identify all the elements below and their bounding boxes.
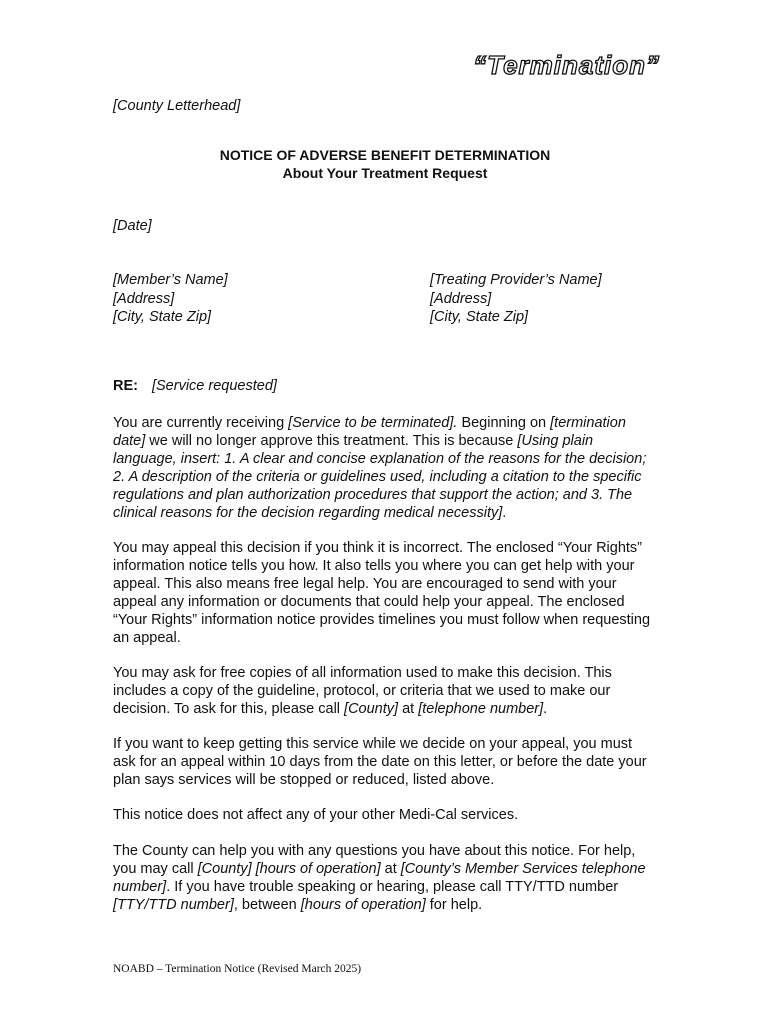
paragraph-free-copies bbox=[113, 664, 658, 718]
re-value: [Service requested] bbox=[151, 378, 277, 394]
paragraph-appeal: You may appeal this decision if you think it is incorrect. The enclosed “Your Rights” information notice tells you how. It also tells you where you can get help with your appeal. This also means free legal help. You are encouraged to send with your appeal any information or documents that could help your appeal. The enclosed “Your Rights” information notice provides timelines you must follow when requesting an appeal. bbox=[113, 540, 651, 646]
placeholder: [County] bbox=[344, 701, 399, 717]
placeholder: [telephone number] bbox=[418, 701, 544, 717]
placeholder: [Using plain language, insert: 1. A clear and concise explanation of the reasons for the decision; 2. A description of the criteria or guidelines used, including a citation to the specific regulations and plan authorization procedures that support the action; and 3. The clinical reasons for the decision regarding medical necessity] bbox=[113, 433, 647, 521]
placeholder: [County’s Member Services telephone number] bbox=[113, 861, 646, 895]
re-label: RE: bbox=[113, 378, 138, 394]
provider-address: [Address] bbox=[430, 290, 492, 307]
text: . If you have trouble speaking or hearing, please call TTY/TTD number bbox=[166, 879, 619, 895]
text: The County can help you with any questions you have about this notice. For help, you may call bbox=[113, 843, 636, 877]
text: . bbox=[502, 505, 507, 521]
provider-city: [City, State Zip] bbox=[430, 309, 529, 325]
notice-title: NOTICE OF ADVERSE BENEFIT DETERMINATION bbox=[219, 147, 551, 163]
member-city: [City, State Zip] bbox=[113, 309, 212, 325]
placeholder: [TTY/TTD number] bbox=[113, 897, 234, 913]
placeholder: [County] [hours of operation] bbox=[197, 861, 381, 877]
paragraph-termination bbox=[113, 414, 658, 522]
placeholder: [hours of operation] bbox=[300, 897, 426, 913]
member-address: [Address] bbox=[113, 290, 175, 307]
provider-name: [Treating Provider’s Name] bbox=[430, 272, 602, 288]
paragraph-medi-cal: This notice does not affect any of your other Medi-Cal services. bbox=[113, 807, 519, 823]
text: for help. bbox=[425, 897, 483, 913]
paragraph-county-help bbox=[113, 842, 658, 914]
text: at bbox=[380, 861, 401, 877]
placeholder: [Service to be terminated]. bbox=[288, 415, 458, 431]
text: You may ask for free copies of all information used to make this decision. This includes a copy of the guideline, protocol, or criteria that we used to make our decision. To ask for this, please call bbox=[113, 665, 612, 717]
county-letterhead: [County Letterhead] bbox=[113, 98, 241, 114]
text: Beginning on bbox=[457, 415, 551, 431]
provider-address-block bbox=[430, 271, 602, 327]
date-field: [Date] bbox=[113, 218, 152, 234]
member-address-block bbox=[113, 271, 228, 327]
page-footer: NOABD – Termination Notice (Revised March 2025) bbox=[113, 963, 362, 975]
text: You are currently receiving bbox=[113, 415, 289, 431]
notice-subtitle: About Your Treatment Request bbox=[282, 165, 488, 181]
member-name: [Member’s Name] bbox=[113, 272, 228, 288]
text: , between bbox=[233, 897, 301, 913]
text: at bbox=[398, 701, 419, 717]
placeholder: [termination date] bbox=[113, 415, 626, 449]
termination-stamp: “Termination” bbox=[473, 50, 660, 80]
text: . bbox=[543, 701, 548, 717]
text: we will no longer approve this treatment. This is because bbox=[145, 433, 518, 449]
re-line bbox=[113, 378, 277, 394]
paragraph-continue-service: If you want to keep getting this service while we decide on your appeal, you must ask for an appeal within 10 days from the date on this letter, or before the date your plan says services will be stopped or reduced, listed above. bbox=[113, 736, 647, 788]
